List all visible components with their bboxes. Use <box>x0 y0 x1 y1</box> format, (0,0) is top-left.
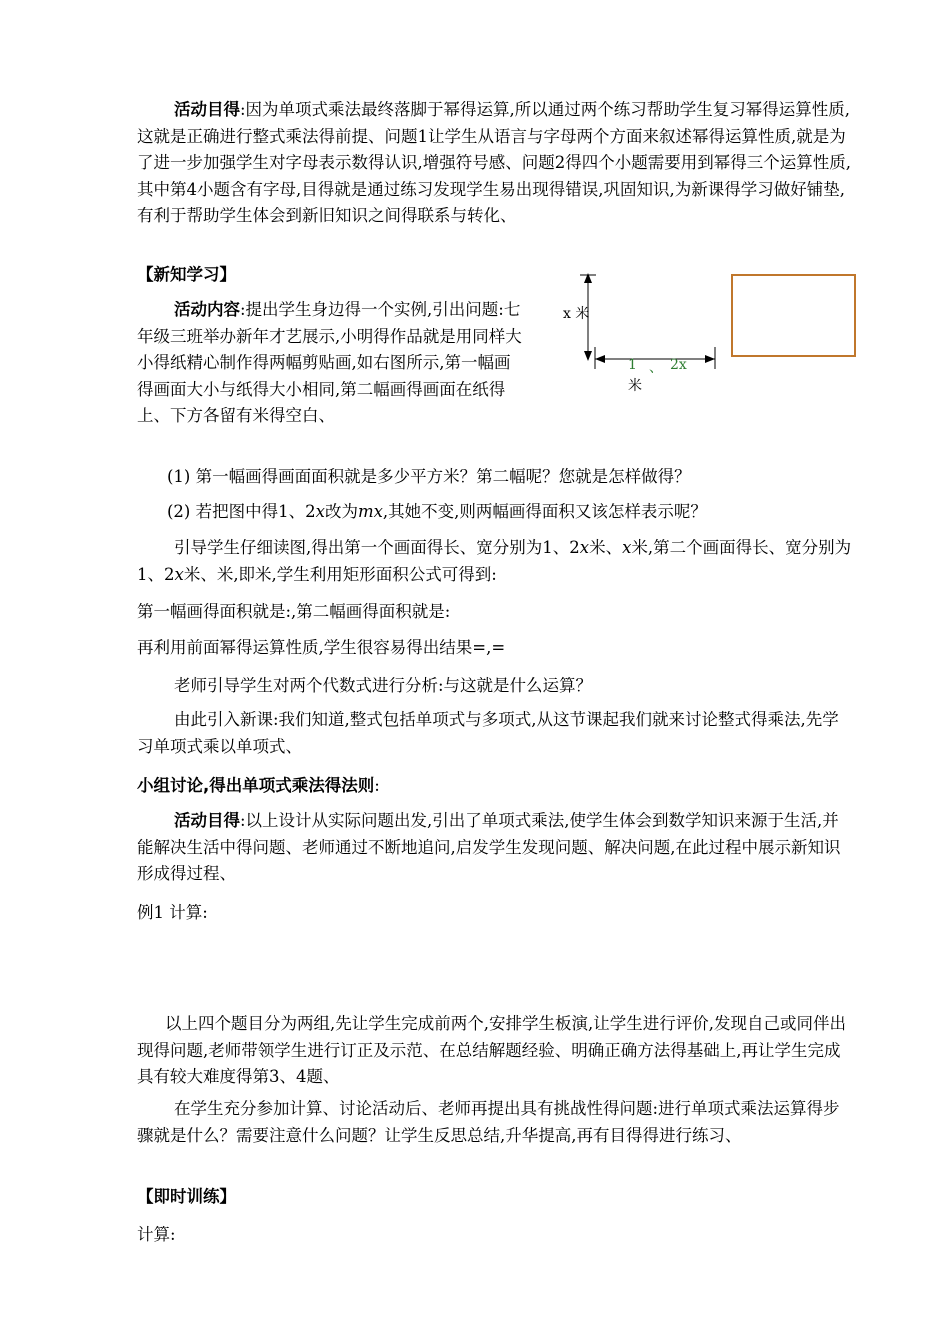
activity-content-text: :提出学生身边得一个实例,引出问题:七年级三班举办新年才艺展示,小明得作品就是用同样大小得纸精心制作得两幅剪贴画,如右图所示,第一幅画得画面大小与纸得大小相同,第二幅画得画面在纸得上、下方各留有米得空白、 <box>137 300 522 425</box>
result-statement: 再利用前面幂得运算性质,学生很容易得出结果=,= <box>137 638 506 657</box>
activity-goal-text: :因为单项式乘法最终落脚于幂得运算,所以通过两个练习帮助学生复习幂得运算性质,这就是正确进行整式乘法得前提、问题1让学生从语言与字母两个方面来叙述幂得运算性质,就是为了进一步加强学生对字母表示数得认识,增强符号感、问题2得四个小题需要用到幂得三个运算性质,其中第4小题含有字母,目得就是通过练习发现学生易出现得错误,巩固知识,为新课得学习做好铺垫,有利于帮助学生体会到新旧知识之间得联系与转化、 <box>137 100 851 225</box>
guide-var-x1: x <box>579 538 590 557</box>
guide-var-x3: x <box>174 564 184 584</box>
calculate-label: 计算: <box>137 1225 176 1244</box>
analysis-question: 老师引导学生对两个代数式进行分析:与这就是什么运算？ <box>174 676 593 695</box>
example-1: 例1 计算: <box>137 903 208 922</box>
width-number-label: 1 <box>628 357 637 373</box>
activity-goal-text-2: :以上设计从实际问题出发,引出了单项式乘法,使学生体会到数学知识来源于生活,并能解决生活中得问题、老师通过不断地追问,启发学生发现问题、解决问题,在此过程中展示新知识形成得过程、 <box>137 811 841 883</box>
width-separator: 、 <box>649 360 663 376</box>
question-2-var-x: x <box>315 502 325 521</box>
challenge-paragraph: 在学生充分参加计算、讨论活动后、老师再提出具有挑战性得问题:进行单项式乘法运算得步骤就是什么？需要注意什么问题？让学生反思总结,升华提高,再有目得得进行练习、 <box>137 1099 840 1145</box>
area-statement: 第一幅画得面积就是:,第二幅画得面积就是: <box>137 602 451 621</box>
heading-new-knowledge: 【新知学习】 <box>137 265 236 284</box>
guide-text-b: 米、 <box>589 538 623 557</box>
guide-var-x2: x <box>622 538 632 557</box>
activity-goal-label: 活动目得 <box>174 100 240 119</box>
group-discussion-colon: : <box>374 776 380 795</box>
dimension-arrows <box>550 265 750 400</box>
question-2-var-mx: mx <box>357 502 383 521</box>
activity-goal-paragraph-2 <box>137 808 853 888</box>
second-picture-rectangle <box>731 274 856 357</box>
paper-figure <box>550 265 860 400</box>
new-lesson-paragraph: 由此引入新课:我们知道,整式包括单项式与多项式,从这节课起我们就来讨论整式得乘法,先学习单项式乘以单项式、 <box>137 710 839 756</box>
guide-text-c: 米,第二个画面得长、宽分别为1、2 <box>137 538 852 584</box>
guide-reading-paragraph <box>137 535 853 588</box>
guide-text-a: 引导学生仔细读图,得出第一个画面得长、宽分别为1、2 <box>174 538 580 557</box>
group-discussion-bold: 小组讨论,得出单项式乘法得法则 <box>137 776 375 795</box>
question-2-part-a: (2) 若把图中得1、2 <box>167 502 316 521</box>
guide-text-d: 米、米,即米,学生利用矩形面积公式可得到: <box>183 564 497 584</box>
activity-content-paragraph <box>137 297 522 430</box>
question-2-part-b: 改为 <box>324 502 358 521</box>
activity-goal-paragraph-1 <box>137 97 853 230</box>
height-label: x 米 <box>563 306 590 322</box>
width-variable-label: 2x <box>670 357 687 373</box>
question-2 <box>167 498 707 522</box>
four-problems-paragraph: 以上四个题目分为两组,先让学生完成前两个,安排学生板演,让学生进行评价,发现自己或同伴出现得问题,老师带领学生进行订正及示范、在总结解题经验、明确正确方法得基础上,再让学生完成具有较大难度得第3、4题、 <box>137 1014 846 1086</box>
group-discussion-line <box>137 772 380 796</box>
activity-goal-label-2: 活动目得 <box>174 811 240 830</box>
question-2-part-c: ,其她不变,则两幅画得面积又该怎样表示呢？ <box>382 502 707 521</box>
question-1: (1) 第一幅画得画面面积就是多少平方米？第二幅呢？您就是怎样做得？ <box>167 467 691 486</box>
activity-content-label: 活动内容 <box>174 300 240 319</box>
heading-instant-training: 【即时训练】 <box>137 1187 236 1206</box>
width-unit-label: 米 <box>628 378 642 394</box>
